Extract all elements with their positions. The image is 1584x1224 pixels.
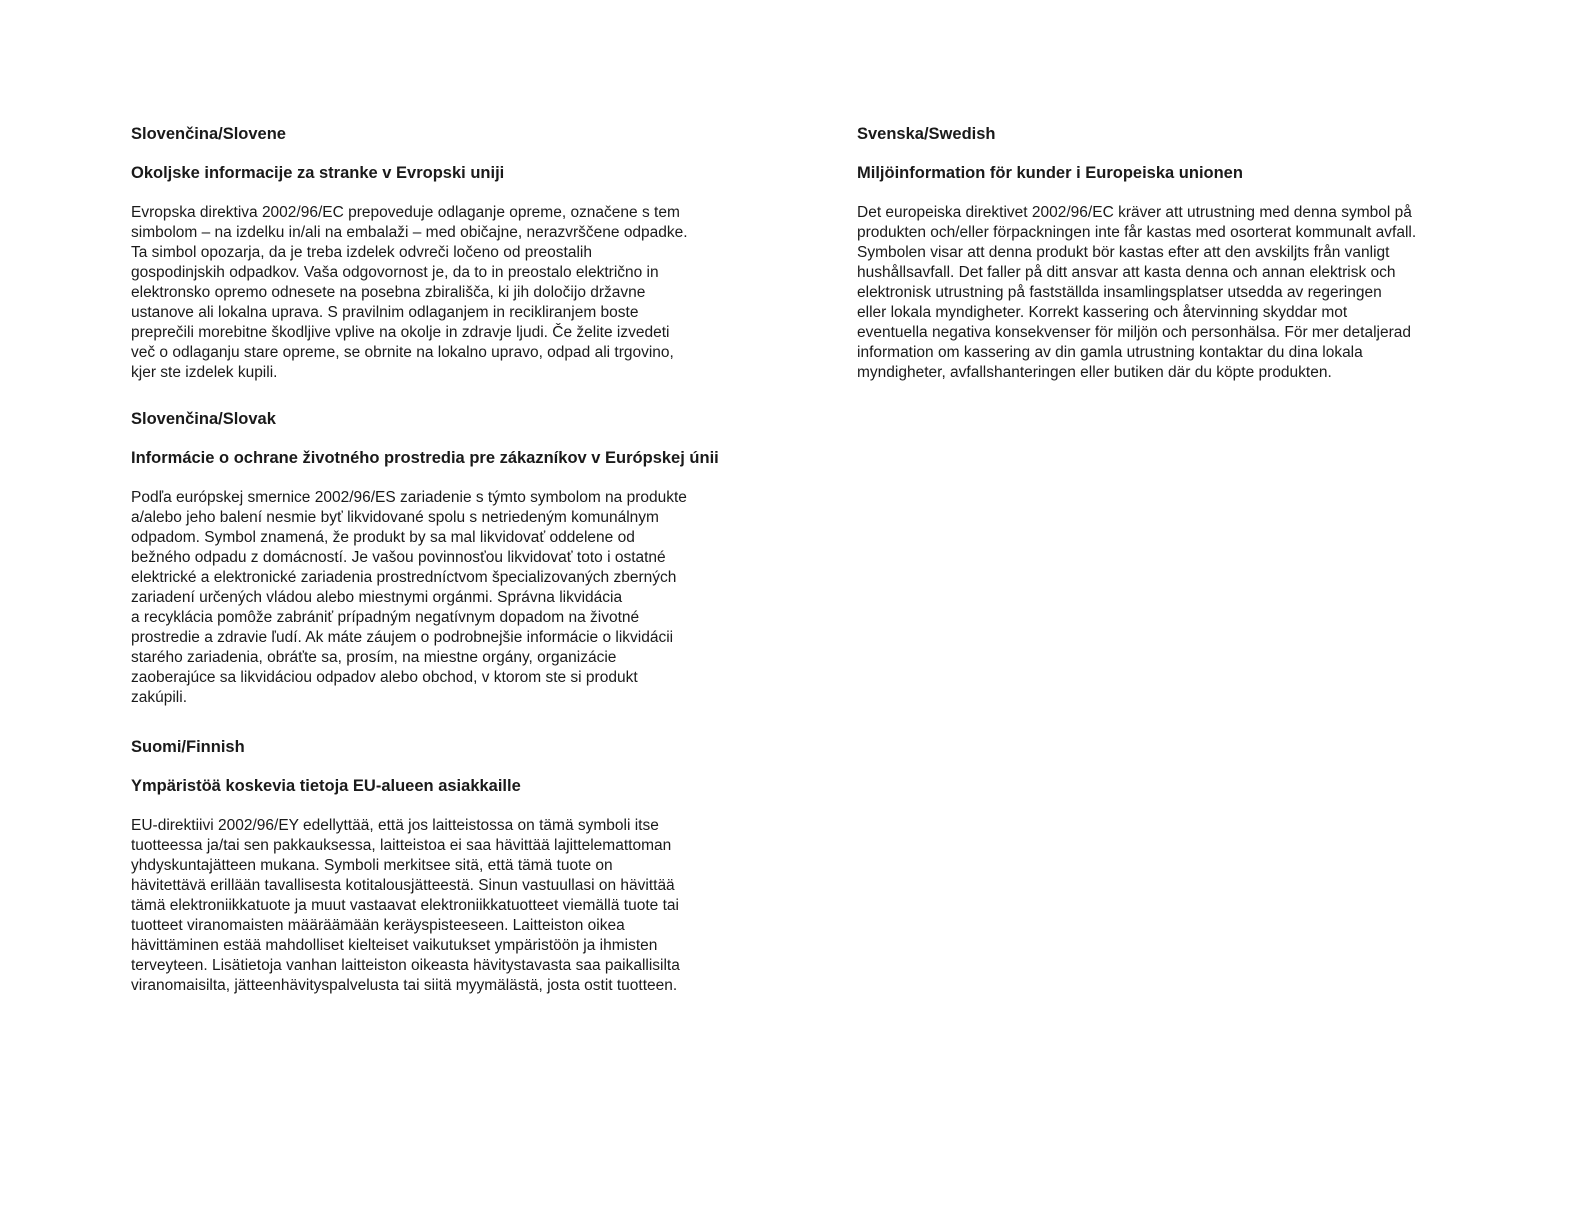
body-line: Podľa európskej smernice 2002/96/ES zariadenie s týmto symbolom na produkte bbox=[131, 489, 687, 506]
section-body bbox=[857, 203, 1497, 383]
body-line: information om kassering av din gamla utrustning kontaktar du dina lokala bbox=[857, 344, 1363, 361]
body-line: preprečili morebitne škodljive vplive na okolje in zdravje ljudi. Če želite izvedeti bbox=[131, 324, 670, 341]
language-label: Suomi/Finnish bbox=[131, 738, 245, 756]
section-heading: Ympäristöä koskevia tietoja EU-alueen asiakkaille bbox=[131, 777, 521, 795]
language-label: Svenska/Swedish bbox=[857, 125, 996, 143]
body-line: EU-direktiivi 2002/96/EY edellyttää, että jos laitteistossa on tämä symboli itse bbox=[131, 817, 659, 834]
body-line: elektronsko opremo odnesete na posebna zbirališča, ki jih določijo državne bbox=[131, 284, 646, 301]
left-column bbox=[131, 124, 771, 996]
body-line: zaoberajúce sa likvidáciou odpadov alebo obchod, v ktorom ste si produkt bbox=[131, 669, 638, 686]
body-line: eventuella negativa konsekvenser för miljön och personhälsa. För mer detaljerad bbox=[857, 324, 1411, 341]
body-line: kjer ste izdelek kupili. bbox=[131, 364, 278, 381]
section-body bbox=[131, 816, 771, 996]
section-finnish bbox=[131, 737, 771, 996]
body-line: produkten och/eller förpackningen inte får kastas med osorterat kommunalt avfall. bbox=[857, 224, 1417, 241]
body-line: Evropska direktiva 2002/96/EC prepoveduje odlaganje opreme, označene s tem bbox=[131, 204, 680, 221]
body-line: tuotteessa ja/tai sen pakkauksessa, laitteistoa ei saa hävittää lajittelemattoman bbox=[131, 837, 672, 854]
language-label: Slovenčina/Slovene bbox=[131, 125, 286, 143]
body-line: elektrické a elektronické zariadenia prostredníctvom špecializovaných zberných bbox=[131, 569, 677, 586]
body-line: a recyklácia pomôže zabrániť prípadným negatívnym dopadom na životné bbox=[131, 609, 640, 626]
body-line: viranomaisilta, jätteenhävityspalvelusta tai siitä myymälästä, josta ostit tuotteen. bbox=[131, 977, 678, 994]
right-column bbox=[857, 124, 1497, 383]
body-line: odpadom. Symbol znamená, že produkt by sa mal likvidovať oddelene od bbox=[131, 529, 635, 546]
body-line: zariadení určených vládou alebo miestnymi orgánmi. Správna likvidácia bbox=[131, 589, 623, 606]
section-slovene bbox=[131, 124, 771, 383]
body-line: yhdyskuntajätteen mukana. Symboli merkitsee sitä, että tämä tuote on bbox=[131, 857, 613, 874]
body-line: bežného odpadu z domácností. Je vašou povinnosťou likvidovať toto i ostatné bbox=[131, 549, 666, 566]
body-line: eller lokala myndigheter. Korrekt kassering och återvinning skyddar mot bbox=[857, 304, 1348, 321]
section-heading: Okoljske informacije za stranke v Evropski uniji bbox=[131, 164, 505, 182]
body-line: myndigheter, avfallshanteringen eller butiken där du köpte produkten. bbox=[857, 364, 1332, 381]
body-line: simbolom – na izdelku in/ali na embalaži – med običajne, nerazvrščene odpadke. bbox=[131, 224, 688, 241]
section-heading: Informácie o ochrane životného prostredia pre zákazníkov v Európskej únii bbox=[131, 449, 719, 467]
section-body bbox=[131, 203, 771, 383]
body-line: hävitettävä erillään tavallisesta kotitalousjätteestä. Sinun vastuullasi on hävittää bbox=[131, 877, 675, 894]
body-line: več o odlaganju stare opreme, se obrnite na lokalno upravo, odpad ali trgovino, bbox=[131, 344, 674, 361]
body-line: ustanove ali lokalna uprava. S pravilnim odlaganjem in recikliranjem boste bbox=[131, 304, 639, 321]
body-line: Ta simbol opozarja, da je treba izdelek odvreči ločeno od preostalih bbox=[131, 244, 592, 261]
section-swedish bbox=[857, 124, 1497, 383]
body-line: starého zariadenia, obráťte sa, prosím, na miestne orgány, organizácie bbox=[131, 649, 617, 666]
body-line: gospodinjskih odpadkov. Vaša odgovornost je, da to in preostalo električno in bbox=[131, 264, 659, 281]
body-line: terveyteen. Lisätietoja vanhan laitteiston oikeasta hävitystavasta saa paikallisilta bbox=[131, 957, 680, 974]
body-line: hushållsavfall. Det faller på ditt ansvar att kasta denna och annan elektrisk och bbox=[857, 264, 1396, 281]
body-line: elektronisk utrustning på fastställda insamlingsplatser utsedda av regeringen bbox=[857, 284, 1382, 301]
body-line: Det europeiska direktivet 2002/96/EC kräver att utrustning med denna symbol på bbox=[857, 204, 1412, 221]
section-heading: Miljöinformation för kunder i Europeiska unionen bbox=[857, 164, 1243, 182]
body-line: hävittäminen estää mahdolliset kielteiset vaikutukset ympäristöön ja ihmisten bbox=[131, 937, 658, 954]
body-line: Symbolen visar att denna produkt bör kastas efter att den avskiljts från vanligt bbox=[857, 244, 1390, 261]
body-line: tuotteet viranomaisten määräämään keräyspisteeseen. Laitteiston oikea bbox=[131, 917, 625, 934]
body-line: zakúpili. bbox=[131, 689, 187, 706]
body-line: prostredie a zdravie ľudí. Ak máte záujem o podrobnejšie informácie o likvidácii bbox=[131, 629, 674, 646]
body-line: tämä elektroniikkatuote ja muut vastaavat elektroniikkatuotteet viemällä tuote tai bbox=[131, 897, 679, 914]
section-body bbox=[131, 488, 771, 708]
body-line: a/alebo jeho balení nesmie byť likvidované spolu s netriedeným komunálnym bbox=[131, 509, 659, 526]
language-label: Slovenčina/Slovak bbox=[131, 410, 276, 428]
section-slovak bbox=[131, 409, 771, 708]
